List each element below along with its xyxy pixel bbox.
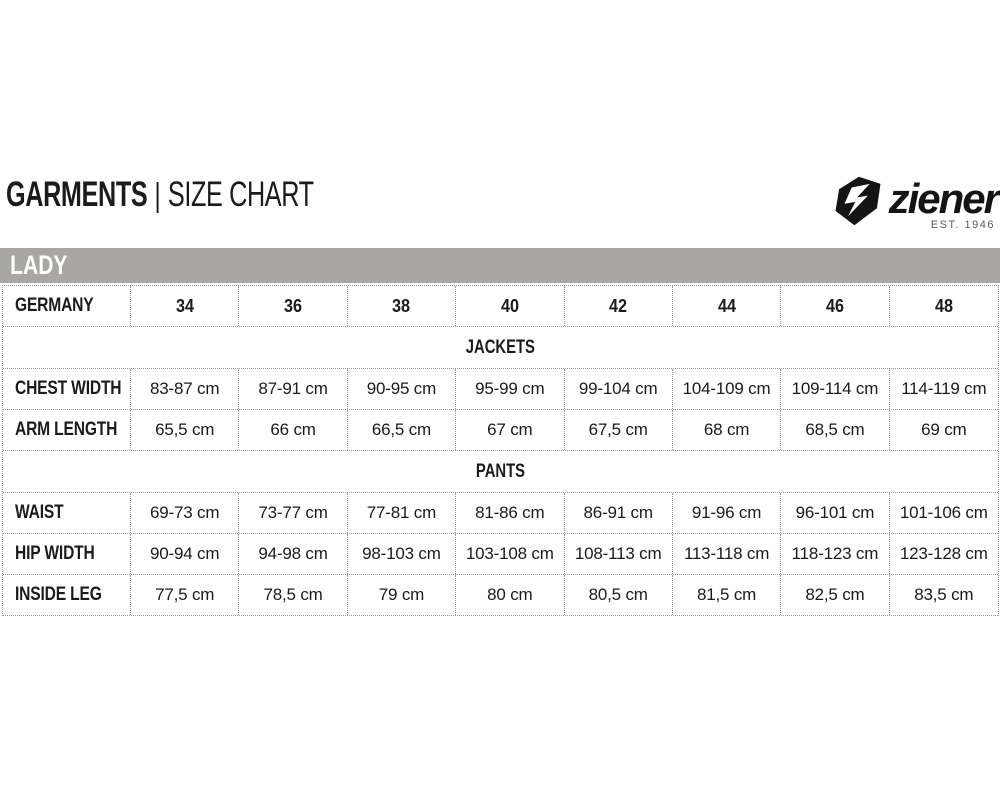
measurement-value-text: 113-118 cm [683,544,770,563]
measurement-value-text: 104-109 cm [682,379,771,398]
measurement-value [565,410,673,450]
measurement-value [131,575,239,615]
measurement-value [781,369,889,409]
measurement-value-text: 95-99 cm [475,379,545,398]
measurement-value-text: 103-108 cm [465,544,554,563]
size-cell-text: 48 [934,295,953,316]
measurement-value-text: 108-113 cm [574,544,662,563]
measurement-value [890,410,998,450]
measurement-value [348,575,456,615]
size-cell [239,286,347,326]
size-cell [348,286,456,326]
measurement-value-text: 80 cm [487,585,533,604]
measurement-value [239,534,347,574]
measurement-value [456,410,564,450]
size-cell-text: 34 [175,295,194,316]
measurement-value-text: 82,5 cm [805,585,865,604]
measurement-value [565,534,673,574]
section-header-row [3,327,998,369]
measurement-value-text: 66 cm [270,420,316,439]
measurement-value-text: 68 cm [703,420,750,439]
size-cell-text: 42 [609,295,628,316]
section-header-row [3,451,998,493]
measurement-value-text: 94-98 cm [258,544,328,563]
measurement-value-text: 66,5 cm [371,420,431,439]
logo-text-block [889,174,998,231]
row-label [3,410,131,450]
measurement-value-text: 101-106 cm [899,503,988,522]
measurement-value [781,410,889,450]
row-label [3,369,131,409]
size-cell-text: 38 [392,295,411,316]
measurement-value-text: 65,5 cm [155,420,215,439]
measurement-value [239,575,347,615]
row-label-germany-text: GERMANY [15,295,94,316]
page-title-regular: SIZE CHART [167,175,314,214]
category-bar [0,248,1000,283]
measurement-value-text: 109-114 cm [791,379,879,398]
section-title [3,327,998,368]
measurement-value [131,369,239,409]
size-cell-text: 44 [717,295,736,316]
measurement-value-text: 78,5 cm [263,585,323,604]
measurement-value [673,534,781,574]
ziener-logo [831,174,998,233]
size-table [2,285,999,616]
measurement-value-text: 69-73 cm [150,503,220,522]
measurement-value [673,575,781,615]
measurement-value-text: 77,5 cm [155,585,215,604]
measurement-row [3,369,998,410]
measurement-value-text: 68,5 cm [805,420,865,439]
measurement-value [131,410,239,450]
measurement-value [890,534,998,574]
row-label [3,575,131,615]
size-cell [781,286,889,326]
row-label-text: CHEST WIDTH [15,378,122,399]
category-label: LADY [10,250,68,280]
measurement-value [348,369,456,409]
size-cell-text: 36 [284,295,303,316]
measurement-value-text: 79 cm [378,585,425,604]
measurement-value [890,369,998,409]
measurement-value [456,493,564,533]
measurement-value-text: 67,5 cm [588,420,648,439]
size-cell [673,286,781,326]
measurement-value [890,575,998,615]
measurement-value-text: 83,5 cm [914,585,974,604]
measurement-value [239,493,347,533]
measurement-value [456,534,564,574]
measurement-value-text: 77-81 cm [366,503,437,522]
measurement-value [781,493,889,533]
size-cell [890,286,998,326]
measurement-row [3,410,998,451]
measurement-value-text: 73-77 cm [258,503,328,522]
measurement-value-text: 118-123 cm [791,544,879,563]
measurement-value [673,410,781,450]
measurement-value [781,575,889,615]
measurement-value [456,369,564,409]
row-label [3,493,131,533]
measurement-value [239,410,347,450]
measurement-value-text: 96-101 cm [795,503,875,522]
size-cell [456,286,564,326]
logo-est-text: EST. 1946 [930,218,995,231]
size-cell-text: 40 [500,295,519,316]
measurement-value [673,493,781,533]
measurement-row [3,493,998,534]
measurement-value-text: 86-91 cm [583,503,653,522]
measurement-value-text: 69 cm [921,420,967,439]
measurement-value-text: 83-87 cm [150,379,220,398]
measurement-value-text: 90-94 cm [150,544,220,563]
measurement-value-text: 114-119 cm [901,379,987,398]
measurement-value-text: 90-95 cm [366,379,437,398]
measurement-value [781,534,889,574]
measurement-value-text: 98-103 cm [362,544,441,563]
measurement-value-text: 99-104 cm [578,379,658,398]
size-cell [131,286,239,326]
measurement-value [348,534,456,574]
row-label-text: WAIST [15,502,64,523]
measurement-value [890,493,998,533]
page-title-bold: GARMENTS [6,175,148,214]
measurement-value [673,369,781,409]
size-cell-text: 46 [825,295,844,316]
row-label-text: ARM LENGTH [15,419,118,440]
measurement-row [3,575,998,616]
measurement-value-text: 80,5 cm [588,585,648,604]
measurement-value-text: 81-86 cm [475,503,545,522]
measurement-value [131,534,239,574]
measurement-value [348,410,456,450]
measurement-value-text: 123-128 cm [899,544,988,563]
measurement-value [239,369,347,409]
measurement-value [565,575,673,615]
section-title-text: JACKETS [465,336,536,358]
measurement-value [131,493,239,533]
row-label [3,534,131,574]
section-title [3,451,998,492]
measurement-value [456,575,564,615]
measurement-value-text: 81,5 cm [697,585,757,604]
section-title-text: PANTS [475,460,526,482]
measurement-value [565,369,673,409]
page-title [6,176,314,214]
measurement-value [565,493,673,533]
title-separator: | [154,176,161,213]
logo-shield-icon [831,174,885,233]
logo-wordmark: ziener [888,175,998,222]
row-label-text: HIP WIDTH [15,543,95,564]
measurement-value-text: 87-91 cm [258,379,328,398]
measurement-value [348,493,456,533]
measurement-value-text: 67 cm [487,420,533,439]
row-label-text: INSIDE LEG [15,584,102,605]
size-header-row [3,286,998,327]
measurement-row [3,534,998,575]
row-label-germany [3,286,131,326]
size-cell [565,286,673,326]
measurement-value-text: 91-96 cm [691,503,762,522]
